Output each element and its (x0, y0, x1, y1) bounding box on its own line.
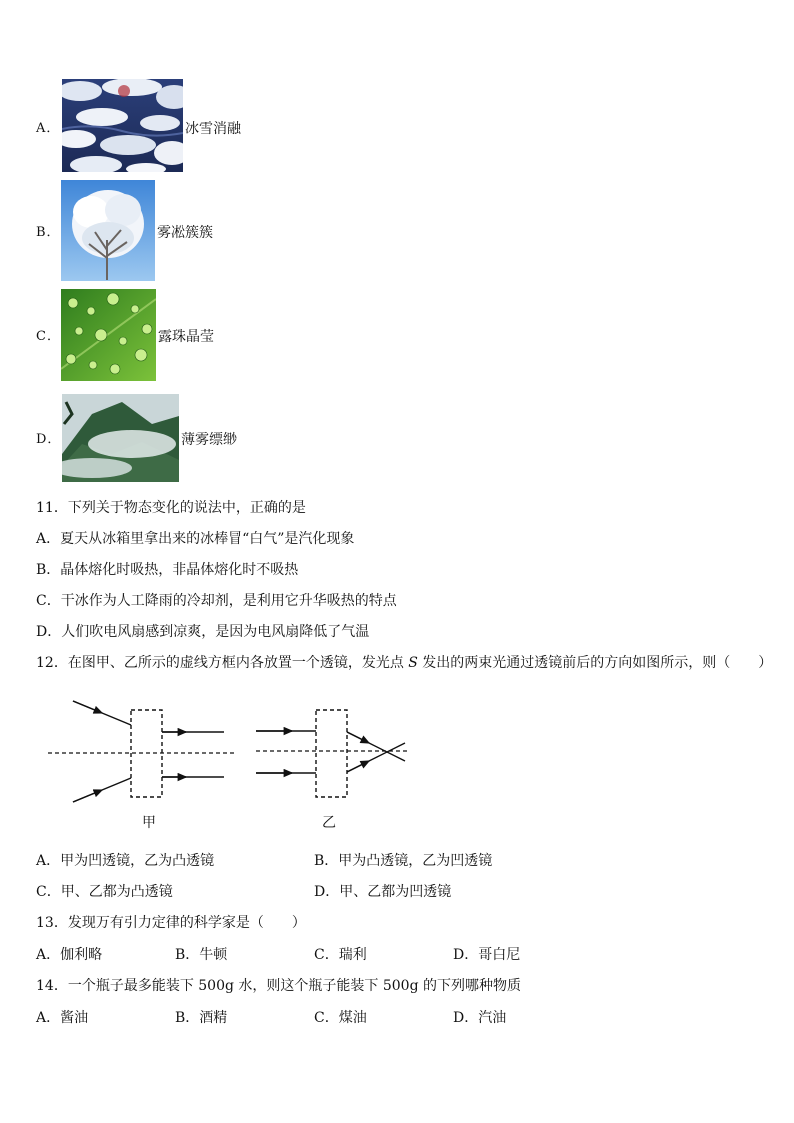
option-b: B．酒精 (175, 1010, 228, 1026)
option-letter: D． (36, 432, 62, 447)
option-text: 露珠晶莹 (158, 329, 214, 345)
option-d: D．甲、乙都为凹透镜 (314, 884, 452, 900)
question-stem: 14．一个瓶子最多能装下 500g 水，则这个瓶子能装下 500g 的下列哪种物质 (36, 978, 521, 994)
option-b: B．晶体熔化时吸热，非晶体熔化时不吸热 (36, 562, 299, 578)
question-stem (36, 654, 772, 672)
option-c: C．煤油 (314, 1010, 367, 1026)
option-text: 雾凇簇簇 (157, 225, 213, 241)
frost-tree-photo (61, 180, 155, 281)
option-b: B．甲为凸透镜，乙为凹透镜 (314, 853, 493, 869)
option-d: D．人们吹电风扇感到凉爽，是因为电风扇降低了气温 (36, 624, 370, 640)
option-text: 薄雾缥缈 (181, 432, 237, 448)
option-a: A．伽利略 (36, 947, 103, 963)
question-stem: 13．发现万有引力定律的科学家是（ ） (36, 915, 306, 931)
option-a: A．夏天从冰箱里拿出来的冰棒冒“白气”是汽化现象 (36, 531, 355, 547)
option-d: D．汽油 (453, 1010, 507, 1026)
question-stem: 11．下列关于物态变化的说法中，正确的是 (36, 500, 306, 516)
stem-after: 发出的两束光通过透镜前后的方向如图所示，则（ ） (417, 655, 773, 671)
option-d: D．哥白尼 (453, 947, 521, 963)
option-letter: B． (36, 225, 61, 240)
dewdrops-photo (61, 289, 156, 381)
option-a: A．酱油 (36, 1010, 89, 1026)
option-c: C．瑞利 (314, 947, 367, 963)
option-letter: A． (36, 121, 61, 136)
figure-label-yi: 乙 (322, 815, 336, 831)
point-label: S (408, 655, 418, 671)
ice-melting-photo (62, 79, 183, 172)
option-text: 冰雪消融 (185, 121, 241, 137)
lens-diagram (40, 695, 420, 839)
mist-mountain-photo (62, 394, 179, 482)
option-a: A．甲为凹透镜，乙为凸透镜 (36, 853, 215, 869)
option-letter: C． (36, 329, 61, 344)
option-b: B．牛顿 (175, 947, 228, 963)
option-c: C．甲、乙都为凸透镜 (36, 884, 173, 900)
figure-label-jia: 甲 (142, 815, 156, 831)
figure-jia (48, 701, 235, 802)
figure-yi (256, 710, 410, 797)
option-c: C．干冰作为人工降雨的冷却剂，是利用它升华吸热的特点 (36, 593, 397, 609)
stem-before: 12．在图甲、乙所示的虚线方框内各放置一个透镜，发光点 (36, 655, 409, 671)
